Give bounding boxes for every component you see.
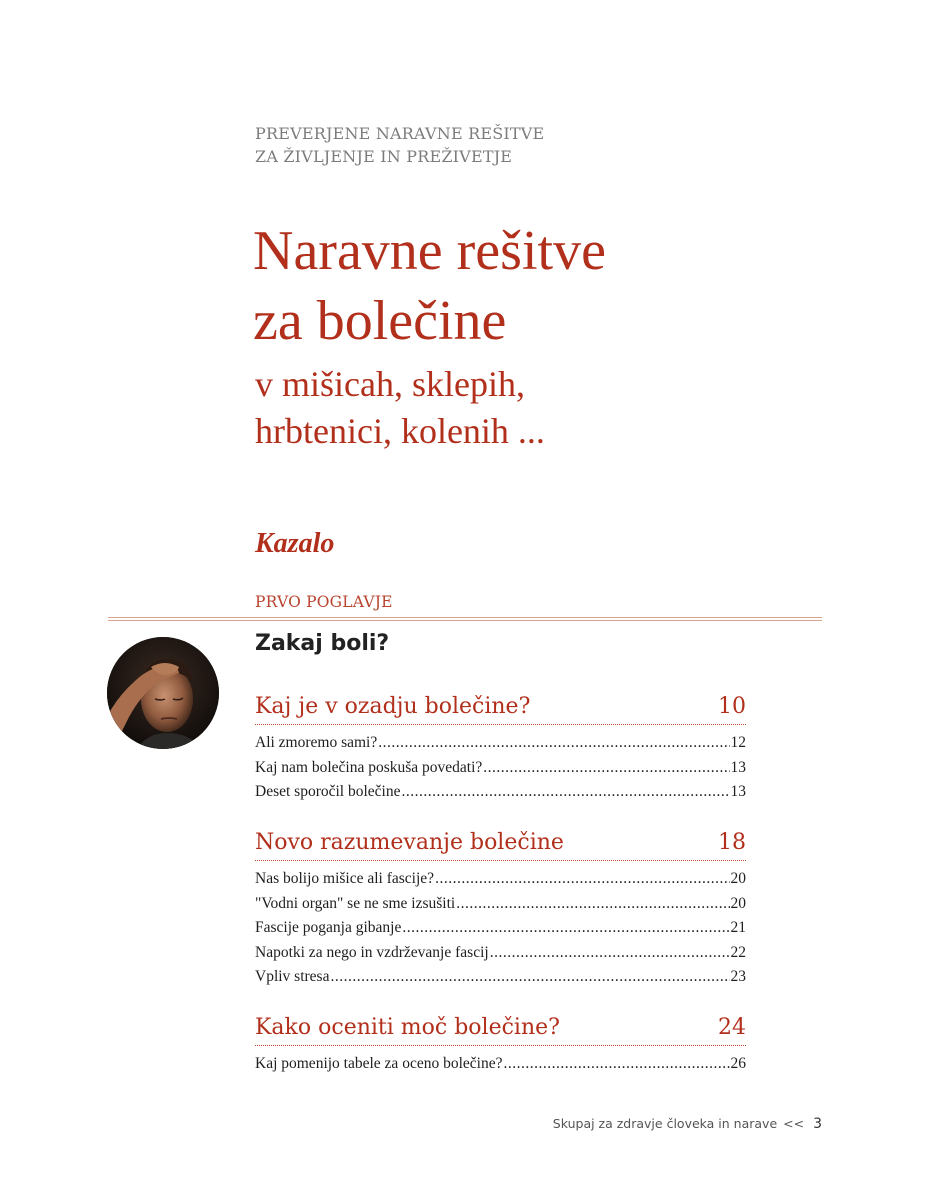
book-subtitle-line-1: v mišicah, sklepih, — [255, 364, 525, 404]
toc-section — [255, 828, 746, 990]
man-with-headache-photo — [107, 637, 219, 749]
chapter-label: PRVO POGLAVJE — [255, 593, 393, 611]
book-subtitle-line-2: hrbtenici, kolenih ... — [255, 411, 545, 451]
toc-entry-label: Napotki za nego in vzdrževanje fascij — [255, 943, 489, 961]
toc-leader-dots — [330, 965, 729, 990]
toc-section-page: 24 — [718, 1015, 746, 1040]
toc-entry[interactable] — [255, 965, 746, 990]
toc-section-heading[interactable] — [255, 692, 746, 725]
toc-section — [255, 692, 746, 805]
toc-leader-dots — [483, 756, 729, 781]
toc-entry[interactable] — [255, 916, 746, 941]
chapter-photo — [107, 637, 219, 749]
page-footer — [553, 1116, 822, 1132]
toc-entry-page: 23 — [730, 968, 746, 985]
toc-entry[interactable] — [255, 731, 746, 756]
toc-entry-label: Ali zmoremo sami? — [255, 734, 378, 751]
toc-leader-dots — [490, 941, 730, 966]
toc-entry-label: Fascije poganja gibanje — [255, 919, 402, 936]
toc-leader-dots — [401, 780, 729, 805]
toc-entry[interactable] — [255, 756, 746, 781]
toc-entry-label: Kaj nam bolečina poskuša povedati? — [255, 758, 483, 776]
book-title-line-2: za bolečine — [253, 290, 507, 352]
toc-entry[interactable] — [255, 892, 746, 917]
chapter-title: Zakaj boli? — [255, 631, 390, 656]
toc-entry-label: "Vodni organ" se ne sme izsušiti — [255, 894, 456, 912]
toc-leader-dots — [435, 867, 729, 892]
toc-entry-label: Nas bolijo mišice ali fascije? — [255, 870, 435, 887]
footer-text: Skupaj za zdravje človeka in narave — [552, 1116, 778, 1131]
toc-leader-dots — [378, 731, 729, 756]
toc-section-title: Kako oceniti moč bolečine? — [255, 1015, 560, 1040]
toc-entry[interactable] — [255, 867, 746, 892]
toc-leader-dots — [402, 916, 729, 941]
book-title — [253, 216, 606, 356]
toc-entry-page: 13 — [730, 783, 746, 800]
page-number: 3 — [813, 1116, 822, 1132]
toc-entry-page: 21 — [730, 919, 746, 936]
toc-entry-page: 26 — [730, 1055, 746, 1072]
toc-entry[interactable] — [255, 1052, 746, 1077]
toc-entry[interactable] — [255, 780, 746, 805]
toc-section-heading[interactable] — [255, 828, 746, 861]
book-title-line-1: Naravne rešitve — [253, 220, 606, 282]
footer-separator: << — [783, 1116, 805, 1131]
toc-section-page: 18 — [718, 830, 746, 855]
toc-section-title: Novo razumevanje bolečine — [255, 830, 564, 855]
chapter-divider — [108, 617, 822, 621]
toc-entry-page: 22 — [730, 943, 746, 961]
toc-section-heading[interactable] — [255, 1013, 746, 1046]
toc-leader-dots — [503, 1052, 729, 1077]
toc-section-title: Kaj je v ozadju bolečine? — [255, 694, 531, 719]
series-title-line-2: ZA ŽIVLJENJE IN PREŽIVETJE — [255, 147, 513, 166]
toc-entry-page: 20 — [730, 870, 746, 887]
series-title — [255, 122, 544, 168]
series-title-line-1: PREVERJENE NARAVNE REŠITVE — [255, 124, 545, 143]
toc-entry[interactable] — [255, 941, 746, 966]
toc-leader-dots — [456, 892, 729, 917]
book-subtitle — [255, 361, 545, 455]
toc-entry-page: 12 — [730, 734, 746, 751]
toc-section-page: 10 — [718, 694, 746, 719]
toc-entry-label: Kaj pomenijo tabele za oceno bolečine? — [255, 1055, 503, 1072]
toc-entry-page: 13 — [730, 758, 746, 776]
toc-entry-label: Vpliv stresa — [255, 968, 330, 985]
toc-heading: Kazalo — [255, 528, 335, 559]
toc-section — [255, 1013, 746, 1077]
toc-entry-page: 20 — [730, 894, 746, 912]
toc-entry-label: Deset sporočil bolečine — [255, 783, 401, 800]
